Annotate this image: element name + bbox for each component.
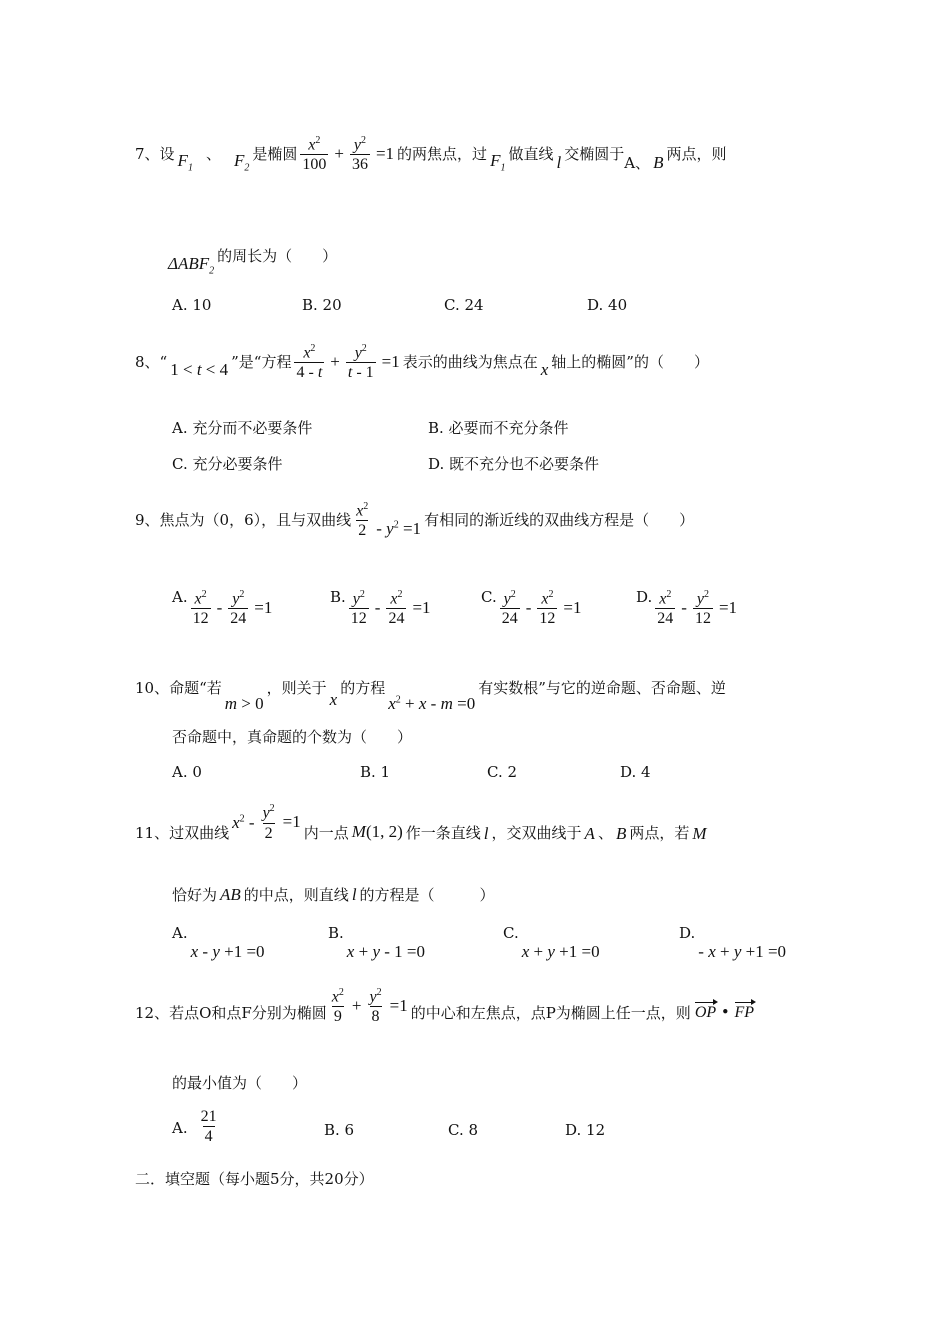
math-point-M: M(1, 2) — [351, 822, 403, 841]
q11-text: 的中点，则直线 — [243, 886, 349, 904]
q9-num: 9、焦点为（0，6），且与双曲线 — [135, 511, 352, 530]
fraction: $\frac{x^2}{2}$ — [356, 501, 369, 540]
q11-text: 作一条直线 — [405, 823, 481, 842]
q7-text: 、 — [205, 145, 221, 164]
q10-option-b: B. 1 — [360, 763, 391, 781]
math-B: B — [615, 824, 627, 843]
fraction: $\frac{y^2}{t - 1}$ — [347, 343, 374, 382]
q7-text: 两点，则 — [666, 145, 727, 164]
q10-option-a: A. 0 — [172, 763, 202, 781]
math-M: M — [692, 824, 707, 843]
q8-text: ”是“方程 — [231, 353, 292, 372]
q11-text: 、 — [597, 823, 613, 842]
q10-text: 的方程 — [340, 678, 386, 697]
q8-num: 8、“ — [135, 353, 168, 372]
q9-text: 有相同的渐近线的双曲线方程是（ ） — [424, 511, 695, 530]
math-dot-product: OP • FP — [694, 1003, 755, 1022]
q11-line1: 11、过双曲线 $x^2$ - $\frac{y^2}{2}$ =1 内一点 M(1, 2) 作一条直线 l ，交双曲线于 A 、 B 两点，若 M — [135, 800, 710, 844]
q11-option-a: A. x - y +1 =0 — [172, 924, 265, 961]
q7-option-d: D. 40 — [587, 296, 628, 314]
q8-option-a: A. 充分而不必要条件 — [172, 419, 313, 437]
q7-option-c: C. 24 — [444, 296, 484, 314]
q10-text: 否命题中，真命题的个数为（ ） — [172, 728, 413, 746]
math-l: l — [351, 884, 357, 904]
math-A: A — [584, 824, 595, 843]
fraction: $\frac{y^2}{36}$ — [351, 135, 368, 174]
math-x: x — [540, 359, 549, 379]
q7-option-a: A. 10 — [172, 296, 212, 314]
q8-option-b: B. 必要而不充分条件 — [428, 419, 569, 437]
fraction: $\frac{y^2}{8}$ — [369, 987, 382, 1026]
q8-option-d: D. 既不充分也不必要条件 — [428, 455, 600, 473]
math-AB: AB — [220, 884, 241, 904]
math-x: x — [329, 690, 338, 709]
q8-text: 轴上的椭圆”的（ ） — [551, 353, 709, 372]
q8-text: 表示的曲线为焦点在 — [402, 353, 538, 372]
q12-option-d: D. 12 — [565, 1121, 606, 1139]
math-B: B — [653, 152, 664, 172]
q7-text: 做直线 — [508, 145, 554, 164]
q10-num: 10、命题“若 — [135, 678, 222, 697]
q11-option-d: D. - x + y +1 =0 — [679, 924, 787, 961]
q9-option-a: A. $\frac{x^2}{12}$ - $\frac{y^2}{24}$ =1 — [172, 587, 273, 628]
q7-line2 — [165, 234, 337, 276]
q8-line1: 8、“ 1 < t < 4 ”是“方程 $\frac{x^2}{4 - t}$ + $\frac{y^2}{t - 1}$ =1 表示的曲线为焦点在 x 轴上的椭圆”的（ ） — [135, 340, 709, 383]
q12-num: 12、若点O和点F分别为椭圆 — [135, 1004, 327, 1023]
q11-option-b: B. x + y - 1 =0 — [328, 924, 425, 961]
q9-option-d: D. $\frac{x^2}{24}$ - $\frac{y^2}{12}$ =1 — [636, 587, 738, 628]
math-F1: $F_1$ — [490, 151, 506, 174]
q10-option-d: D. 4 — [620, 763, 651, 781]
math-inequality: 1 < t < 4 — [170, 359, 229, 379]
q7-text: 交椭圆于 — [564, 145, 625, 164]
fraction: $\frac{x^2}{100}$ — [302, 135, 327, 174]
q12-text: 的最小值为（ ） — [172, 1074, 308, 1092]
math-l: l — [556, 152, 562, 172]
q7-text: 是椭圆 — [252, 145, 298, 164]
q11-line2 — [172, 884, 495, 905]
q11-text: 的方程是（ ） — [359, 886, 495, 904]
math-m-gt-0: m > 0 — [224, 694, 264, 713]
q10-text: ，则关于 — [266, 678, 327, 697]
q10-option-c: C. 2 — [487, 763, 518, 781]
math-F2: $F_2$ — [233, 151, 250, 174]
q11-text: 恰好为 — [172, 886, 218, 904]
q10-line2 — [172, 726, 412, 747]
q12-line2 — [172, 1072, 307, 1093]
math-equation: $x^2 + x - m =0$ — [388, 694, 476, 713]
section-heading: 二．填空题（每小题5分，共20分） — [135, 1170, 374, 1188]
fraction: $\frac{x^2}{9}$ — [331, 987, 344, 1026]
math-l: l — [483, 824, 489, 843]
q11-text: 内一点 — [303, 823, 349, 842]
fraction: $\frac{x^2}{4 - t}$ — [296, 343, 323, 382]
q12-option-a: A. $\frac{21}{4}$ — [172, 1108, 217, 1145]
math-F1: $F_1$ — [177, 151, 193, 174]
q12-text: 的中心和左焦点，点P为椭圆上任一点，则 — [410, 1004, 691, 1023]
q7-num: 7、设 — [135, 145, 175, 164]
q11-text: ，交双曲线于 — [491, 823, 582, 842]
q9-option-c: C. $\frac{y^2}{24}$ - $\frac{x^2}{12}$ =1 — [481, 587, 582, 628]
q11-text: 两点，若 — [629, 823, 690, 842]
fraction: $\frac{y^2}{2}$ — [262, 803, 275, 842]
q7-line1: 7、设 $F_1$ 、 $F_2$ 是椭圆 $\frac{x^2}{100}$ + $\frac{y^2}{36}$ =1 的两焦点，过 $F_1$ 做直线 l 交椭圆于 A、 B 两点，则 — [135, 132, 726, 175]
q7-text: 的周长为（ ） — [217, 246, 338, 265]
q8-option-c: C. 充分必要条件 — [172, 455, 283, 473]
q9-option-b: B. $\frac{y^2}{12}$ - $\frac{x^2}{24}$ =1 — [330, 587, 431, 628]
q12-option-b: B. 6 — [324, 1121, 355, 1139]
math-triangle-ABF2: $\Delta ABF_2$ — [168, 254, 215, 277]
q10-line1 — [135, 660, 726, 714]
q9-line1: 9、焦点为（0，6），且与双曲线 $\frac{x^2}{2}$ - $y^2 =1$ 有相同的渐近线的双曲线方程是（ ） — [135, 498, 694, 541]
q7-option-b: B. 20 — [302, 296, 342, 314]
q11-num: 11、过双曲线 — [135, 823, 230, 842]
q7-text: 的两焦点，过 — [397, 145, 488, 164]
q12-line1: 12、若点O和点F分别为椭圆 $\frac{x^2}{9}$ + $\frac{y^2}{8}$ =1 的中心和左焦点，点P为椭圆上任一点，则 OP • FP — [135, 984, 754, 1027]
q12-option-c: C. 8 — [448, 1121, 479, 1139]
q10-text: 有实数根”与它的逆命题、否命题、逆 — [478, 678, 726, 697]
q11-option-c: C. x + y +1 =0 — [503, 924, 600, 961]
q7-text: A、 — [624, 154, 651, 173]
